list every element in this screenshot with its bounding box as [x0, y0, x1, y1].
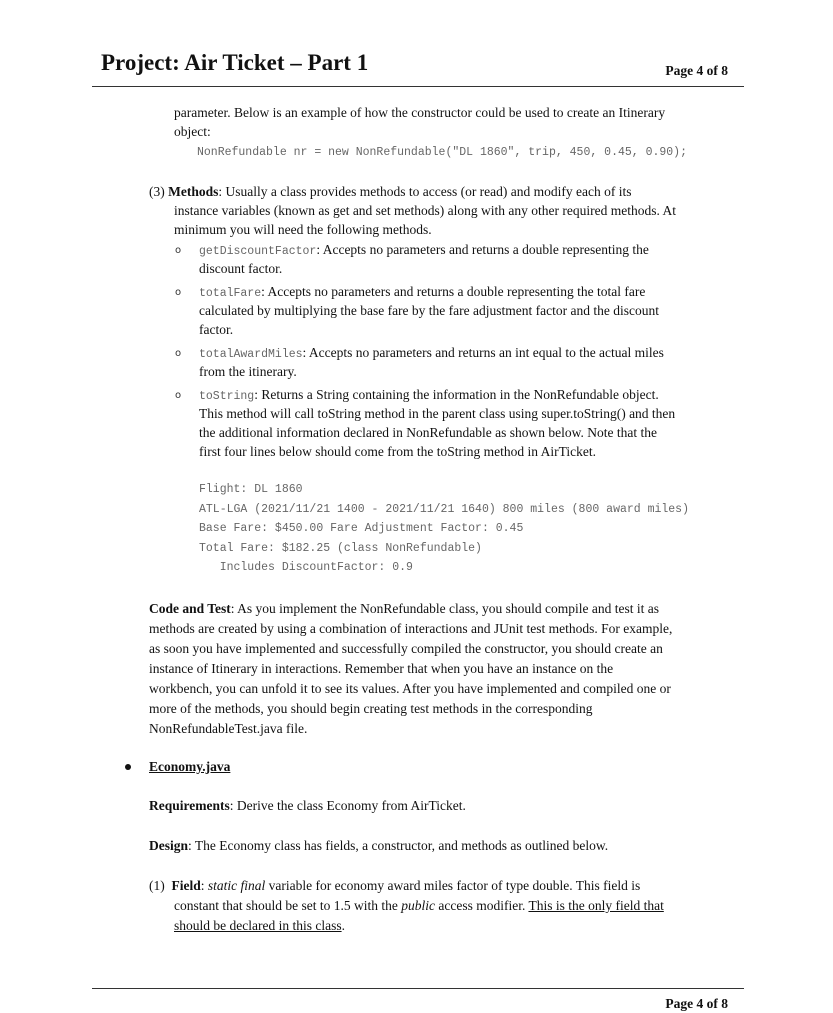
method-desc: : Accepts no parameters and returns an int equal to the actual miles	[302, 345, 664, 360]
output-line: Includes DiscountFactor: 0.9	[199, 561, 413, 575]
code-test-line: more of the methods, you should begin creating test methods in the corresponding	[149, 701, 593, 716]
requirements-heading: Requirements	[149, 798, 230, 813]
field-paragraph	[149, 876, 640, 895]
header-page-number: Page 4 of 8	[665, 63, 728, 78]
output-line: Total Fare: $182.25 (class NonRefundable)	[199, 541, 482, 555]
method-desc-line: This method will call toString method in the parent class using super.toString() and then	[199, 406, 676, 421]
code-test-line: workbench, you can unfold it to see its values. After you have implemented and compiled one or	[149, 681, 671, 696]
code-test-line: as soon you have implemented and successfully compiled the constructor, you should create an	[149, 641, 663, 656]
method-code: toString	[199, 390, 255, 403]
field-text: .	[341, 918, 345, 933]
footer-rule	[92, 988, 744, 989]
field-public: public	[401, 898, 435, 913]
field-static-final: static final	[207, 878, 266, 893]
field-underlined-note: should be declared in this class	[174, 918, 342, 933]
code-test-heading: Code and Test	[149, 601, 231, 616]
design-text: : The Economy class has fields, a constructor, and methods as outlined below.	[188, 838, 609, 853]
field-text: access modifier.	[434, 898, 529, 913]
code-test-paragraph	[149, 599, 659, 618]
method-code: totalAwardMiles	[199, 348, 303, 361]
field-text: :	[200, 878, 208, 893]
field-line	[174, 916, 345, 935]
method-desc-line: from the itinerary.	[199, 364, 297, 379]
output-line: ATL-LGA (2021/11/21 1400 - 2021/11/21 1640) 800 miles (800 award miles)	[199, 502, 689, 516]
method-desc-line: first four lines below should come from the toString method in AirTicket.	[199, 444, 596, 459]
design-heading: Design	[149, 838, 189, 853]
methods-number: (3)	[149, 184, 165, 199]
output-line: Base Fare: $450.00 Fare Adjustment Factor: 0.45	[199, 522, 524, 536]
methods-heading: Methods	[168, 184, 219, 199]
method-desc: : Returns a String containing the information in the NonRefundable object.	[254, 387, 659, 402]
header-rule	[92, 86, 744, 87]
output-line: Flight: DL 1860	[199, 483, 303, 496]
methods-paragraph	[149, 182, 632, 201]
code-test-line: : As you implement the NonRefundable class, you should compile and test it as	[230, 601, 659, 616]
design-line	[149, 836, 608, 855]
economy-file-name: Economy.java	[149, 759, 231, 774]
sample-output	[199, 480, 689, 578]
circle-bullet-icon: o	[175, 287, 182, 298]
field-text: variable for economy award miles factor of type double. This field is	[265, 878, 641, 893]
method-code: getDiscountFactor	[199, 245, 317, 258]
requirements-text: : Derive the class Economy from AirTicket.	[229, 798, 466, 813]
method-item	[199, 343, 664, 364]
field-line	[174, 896, 664, 915]
field-underlined-note: This is the only field that	[528, 898, 664, 913]
methods-line: minimum you will need the following methods.	[174, 222, 432, 237]
field-heading: Field	[171, 878, 201, 893]
method-code: totalFare	[199, 287, 262, 300]
requirements-line	[149, 796, 466, 815]
circle-bullet-icon: o	[175, 245, 182, 256]
bullet-dot-icon	[125, 764, 131, 770]
method-desc-line: calculated by multiplying the base fare by the fare adjustment factor and the discount	[199, 303, 659, 318]
method-desc-line: factor.	[199, 322, 234, 337]
field-number: (1)	[149, 878, 165, 893]
method-desc-line: the additional information declared in NonRefundable as shown below. Note that the	[199, 425, 657, 440]
code-test-line: methods are created by using a combination of interactions and JUnit test methods. For example,	[149, 621, 673, 636]
circle-bullet-icon: o	[175, 390, 182, 401]
method-item	[199, 385, 659, 406]
circle-bullet-icon: o	[175, 348, 182, 359]
code-test-line: NonRefundableTest.java file.	[149, 721, 308, 736]
constructor-example-code: NonRefundable nr = new NonRefundable("DL 1860", trip, 450, 0.45, 0.90);	[197, 146, 687, 159]
footer-page-number: Page 4 of 8	[665, 996, 728, 1011]
intro-line: object:	[174, 124, 211, 139]
method-item	[199, 282, 645, 303]
method-desc: : Accepts no parameters and returns a double representing the total fare	[261, 284, 646, 299]
methods-text: : Usually a class provides methods to access (or read) and modify each of its	[218, 184, 632, 199]
intro-line: parameter. Below is an example of how the constructor could be used to create an Itinerary	[174, 105, 666, 120]
method-item	[199, 240, 649, 261]
code-test-line: instance of Itinerary in interactions. Remember that when you have an instance on the	[149, 661, 614, 676]
method-desc: : Accepts no parameters and returns a double representing the	[316, 242, 649, 257]
economy-file-heading	[149, 757, 230, 776]
methods-line: instance variables (known as get and set methods) along with any other required methods. At	[174, 203, 676, 218]
field-text: constant that should be set to 1.5 with the	[174, 898, 402, 913]
method-desc-line: discount factor.	[199, 261, 283, 276]
document-title: Project: Air Ticket – Part 1	[101, 50, 369, 75]
